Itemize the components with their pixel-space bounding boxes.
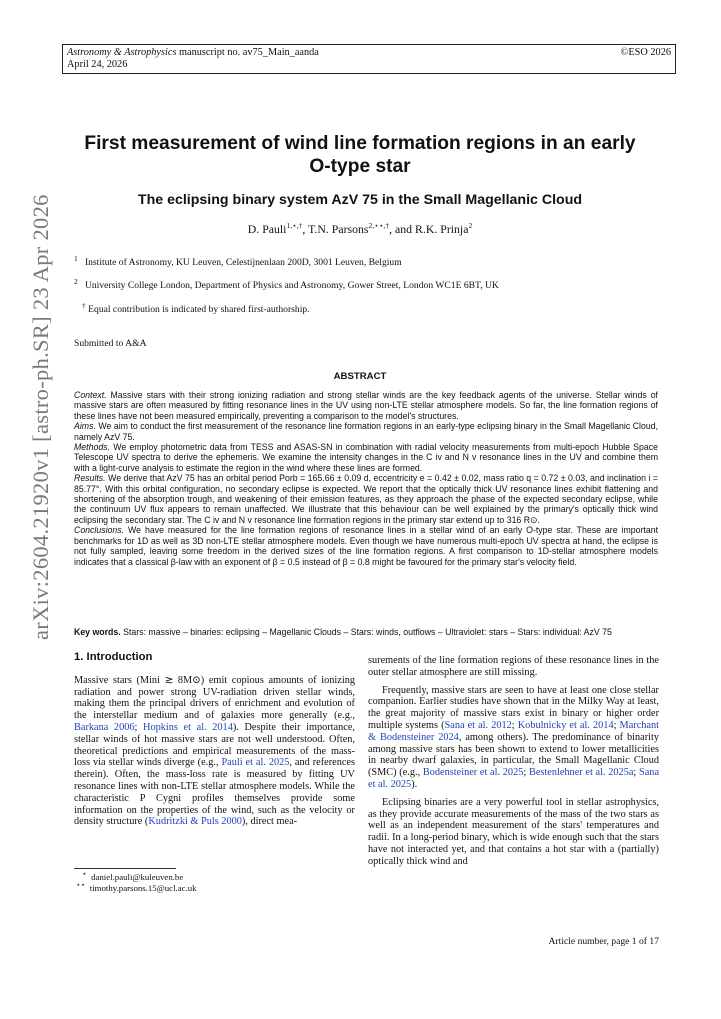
- affiliation-mark: 2: [74, 276, 78, 286]
- body-text: ). Despite their importance, stellar winds of hot massive stars are not well understood. Often, theoretical predictions and empirical measurements of the mass-loss via stellar winds diverge (e.g.,: [74, 721, 355, 769]
- abstract-label: Results.: [74, 473, 106, 484]
- author-sup: 2,⋆⋆,†: [368, 221, 390, 231]
- citation-sep: ;: [523, 767, 529, 779]
- abstract-text: We have measured for the line formation regions of resonance lines in a stellar wind of an early O-type star. These are important benchmarks for 1D as well as 3D non-LTE stellar atmosphere models. Even though we have numerous multi-epoch UV spectra at hand, the eclipse is not fully sampled, leaving some freedom in the derived sizes of the line formation regions. A first comparison to 1D-stellar atmosphere models indicates that a classical β-law with an exponent of β = 0.5 instead of β = 0.8 might be favoured for the primary star's velocity field.: [74, 525, 658, 567]
- title-line-2: O-type star: [309, 156, 411, 177]
- keywords-text: Stars: massive – binaries: eclipsing – Magellanic Clouds – Stars: winds, outflows – Ultraviolet: stars – Stars: individual: AzV 75: [123, 627, 612, 637]
- citation-link[interactable]: Bodensteiner et al. 2025: [422, 767, 524, 779]
- keywords-label: Key words.: [74, 627, 121, 637]
- author-name: D. Pauli: [247, 222, 287, 236]
- body-text: Frequently, massive stars are seen to have at least one close stellar companion. Earlier studies have shown that in the Milky Way at least, the great majority of massive stars exist in binary or higher order multiple systems (: [368, 684, 659, 731]
- footnote-email[interactable]: timothy.parsons.15@ucl.ac.uk: [89, 883, 197, 893]
- intro-paragraph-1-cont: surements of the line formation regions of these resonance lines in the outer stellar atmosphere are still missing.: [368, 655, 659, 678]
- abstract-conclusions: [74, 525, 658, 567]
- author-sup: 1,⋆,†: [286, 221, 303, 231]
- author-name: R.K. Prinja: [415, 222, 469, 236]
- abstract: [74, 390, 658, 567]
- abstract-text: We aim to conduct the first measurement of the resonance line formation regions in an early-type eclipsing binary in the Small Magellanic Cloud, namely AzV 75.: [74, 421, 658, 442]
- citation-sep: ;: [613, 719, 620, 731]
- body-column-right: [368, 655, 659, 868]
- affiliation: [74, 253, 402, 269]
- body-text: ), direct mea-: [241, 816, 298, 828]
- abstract-methods: [74, 442, 658, 473]
- manuscript-id: manuscript no. av75_Main_aanda: [179, 47, 319, 58]
- arxiv-stamp-text: arXiv:2604.21920v1 [astro-ph.SR] 23 Apr 2026: [28, 194, 53, 640]
- intro-paragraph-2: [368, 685, 659, 791]
- citation-link[interactable]: Hopkins et al. 2014: [143, 721, 233, 733]
- journal-name: Astronomy & Astrophysics: [67, 47, 177, 58]
- affiliation-text: Equal contribution is indicated by shared first-authorship.: [88, 304, 310, 315]
- abstract-text: We employ photometric data from TESS and ASAS-SN in combination with radial velocity measurements from multi-epoch Hubble Space Telescope UV spectra to derive the ephemeris. We examine the intensity changes in the C iv and N v resonance lines in the UV and combine them with a light-curve analysis to estimate the region in the wind where these lines are formed.: [74, 442, 658, 473]
- footnote-mark: ⋆: [82, 869, 87, 879]
- paper-title: [62, 132, 658, 178]
- author-name: T.N. Parsons: [308, 222, 369, 236]
- affiliation: [82, 300, 310, 316]
- affiliation-text: University College London, Department of Physics and Astronomy, Gower Street, London WC1E 6BT, UK: [84, 280, 499, 291]
- body-text: Massive stars (Mini ≳ 8M⊙) emit copious amounts of ionizing radiation and power strong UV-radiation driven stellar winds, making them the principal drivers of enrichment and evolution of the interstellar medium and of galaxies more generally (e.g.,: [74, 674, 355, 722]
- author-list: [62, 222, 658, 237]
- affiliation-mark: 1: [74, 253, 78, 263]
- citation-sep: ;: [511, 719, 518, 731]
- keywords: [74, 627, 658, 637]
- header-date: April 24, 2026: [67, 59, 128, 70]
- page-footer: Article number, page 1 of 17: [548, 936, 659, 947]
- abstract-label: Conclusions.: [74, 525, 125, 536]
- header-left: [67, 47, 319, 71]
- footnote: [82, 869, 184, 882]
- footnote-email[interactable]: daniel.pauli@kuleuven.be: [91, 872, 184, 882]
- author-sep: ,: [302, 222, 309, 236]
- section-heading: 1. Introduction: [74, 651, 153, 663]
- abstract-results: [74, 473, 658, 525]
- abstract-text: Massive stars with their strong ionizing radiation and strong stellar winds are the key feedback agents of the universe. Stellar winds of massive stars are often measured by fitting resonance lines in the UV using non-LTE stellar atmosphere models. So far, the line formation regions of these lines have not been measured empirically, preventing a comparison to the model's structures.: [74, 390, 658, 421]
- paper-subtitle: The eclipsing binary system AzV 75 in the Small Magellanic Cloud: [137, 192, 583, 208]
- citation-link[interactable]: Kobulnicky et al. 2014: [517, 719, 614, 731]
- citation-link[interactable]: Barkana 2006: [74, 721, 135, 733]
- citation-link[interactable]: Pauli et al. 2025: [221, 757, 290, 769]
- citation-link[interactable]: Bestenlehner et al. 2025a: [528, 767, 634, 779]
- abstract-label: Methods.: [74, 442, 110, 453]
- intro-paragraph-1: [74, 675, 355, 828]
- author-sup: 2: [468, 221, 473, 231]
- citation-link[interactable]: Marchant & Bodensteiner 2024: [368, 719, 659, 743]
- citation-sep: ;: [633, 767, 639, 779]
- running-header: [62, 44, 676, 74]
- title-line-1: First measurement of wind line formation regions in an early: [84, 133, 636, 154]
- footnote-mark: ⋆⋆: [76, 880, 86, 890]
- citation-link[interactable]: Sana et al. 2025: [368, 767, 660, 790]
- body-text: , and references therein). Often, the mass-loss rate is measured by fitting UV resonance lines with non-LTE stellar atmosphere models. While the characteristic P Cygni profiles themselves provide some information on the properties of the wind, such as the velocity or density structure (: [74, 757, 355, 828]
- abstract-label: Context.: [74, 390, 107, 400]
- copyright: ©ESO 2026: [620, 47, 671, 58]
- footnote-rule: [74, 868, 176, 869]
- body-text: , among others). The predominance of binarity among massive stars has been shown to extend to lower metallicities in nearby dwarf galaxies, in particular, the Small Magellanic Cloud (SMC) (e.g.,: [368, 731, 659, 779]
- abstract-aims: [74, 421, 658, 442]
- abstract-label: Aims.: [74, 421, 96, 432]
- body-column-left: [74, 652, 355, 828]
- citation-sep: ;: [134, 721, 144, 733]
- affiliation-text: Institute of Astronomy, KU Leuven, Celestijnenlaan 200D, 3001 Leuven, Belgium: [84, 257, 402, 268]
- citation-link[interactable]: Sana et al. 2012: [444, 719, 512, 731]
- abstract-heading: ABSTRACT: [333, 371, 387, 382]
- intro-paragraph-3: Eclipsing binaries are a very powerful tool in stellar astrophysics, as they provide accurate measurements of the mass of the two stars as well as an independent measurement of the stars' temperatures and radii. In a long-period binary, which is wide enough such that the stars have not interacted yet, and that contains a hot star with a (partially) optically thick wind and: [368, 796, 659, 867]
- abstract-text: We derive that AzV 75 has an orbital period Porb = 165.66 ± 0.09 d, eccentricity e = 0.42 ± 0.02, mass ratio q = 0.72 ± 0.03, and inclination i = 85.77°. With this orbital configuration, no secondary eclipse is expected. We report that the optically thick UV resonance lines exhibit flattening and shortening of the absorption trough, and weakening of their emission features, as they approach the phase of the expected secondary eclipse, while the continuum UV flux appears to remain unaffected. We illustrate that this behaviour can be well explained by the primary's optically thick wind eclipsing the secondary star. The C iv and N v resonance line formation regions in the primary star extend up to 316 R⊙.: [74, 473, 658, 525]
- abstract-context: [74, 390, 658, 421]
- citation-link[interactable]: Kudritzki & Puls 2000: [148, 816, 242, 828]
- body-text: ).: [411, 778, 418, 790]
- submitted-note: Submitted to A&A: [74, 338, 147, 349]
- affiliation-mark: †: [82, 300, 86, 310]
- affiliation: [74, 276, 499, 292]
- footnote: [76, 880, 197, 893]
- author-sep: , and: [389, 222, 416, 236]
